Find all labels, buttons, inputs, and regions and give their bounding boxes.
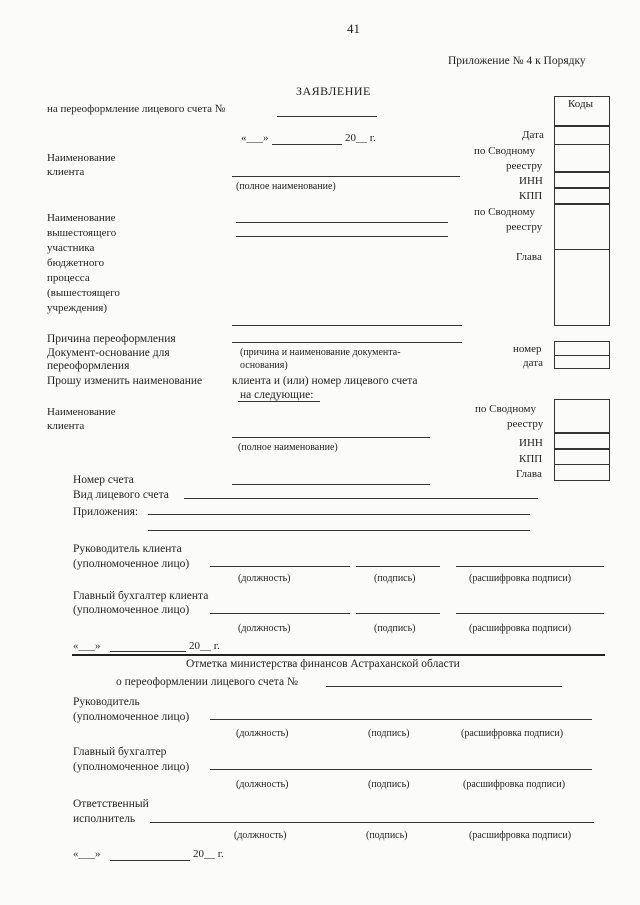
ministry-subtitle: о переоформлении лицевого счета № bbox=[116, 676, 298, 688]
ministry-resp-line[interactable] bbox=[150, 822, 594, 823]
client-head-label-1: Руководитель клиента bbox=[73, 543, 182, 555]
reason-line[interactable] bbox=[232, 342, 462, 343]
hint-position-4: (должность) bbox=[236, 779, 289, 790]
new-client-hint: (полное наименование) bbox=[238, 442, 338, 453]
hint-decode-4: (расшифровка подписи) bbox=[463, 779, 566, 790]
attachments-line-2[interactable] bbox=[148, 530, 530, 531]
client-head-label-2: (уполномоченное лицо) bbox=[73, 558, 190, 570]
client-name-line[interactable] bbox=[232, 176, 460, 177]
label-registry-1b: реестру bbox=[506, 160, 543, 172]
higher-label-7: учреждения) bbox=[47, 302, 107, 314]
request-label-2: клиента и (или) номер лицевого счета bbox=[232, 375, 418, 387]
label-registry-2b: реестру bbox=[506, 221, 543, 233]
ministry-acc-label-2: (уполномоченное лицо) bbox=[73, 761, 190, 773]
date-year: 20__ г. bbox=[345, 132, 376, 144]
attachments-line-1[interactable] bbox=[148, 514, 530, 515]
higher-line-2[interactable] bbox=[236, 236, 448, 237]
hint-decode-2: (расшифровка подписи) bbox=[469, 623, 572, 634]
codes-header: Коды bbox=[568, 98, 593, 110]
appendix-note: Приложение № 4 к Порядку bbox=[448, 55, 586, 67]
client-name-label-2: клиента bbox=[47, 166, 85, 178]
attachments-label: Приложения: bbox=[73, 506, 139, 518]
client-name-label-1: Наименование bbox=[47, 152, 116, 164]
basis-hint-2: основания) bbox=[240, 360, 288, 371]
date2-year: 20__ г. bbox=[189, 640, 220, 652]
code-cell-registry-2[interactable] bbox=[554, 399, 610, 433]
ministry-head-label-2: (уполномоченное лицо) bbox=[73, 711, 190, 723]
label-date: Дата bbox=[522, 129, 544, 141]
client-acc-decode[interactable] bbox=[456, 613, 604, 614]
account-number-label: Номер счета bbox=[73, 474, 134, 486]
hint-decode-3: (расшифровка подписи) bbox=[461, 728, 564, 739]
client-head-signature[interactable] bbox=[356, 566, 440, 567]
higher-label-6: (вышестоящего bbox=[47, 287, 120, 299]
label-glava: Глава bbox=[516, 251, 542, 263]
code-cell-doc-divider bbox=[554, 355, 610, 356]
account-type-label: Вид лицевого счета bbox=[73, 489, 169, 501]
page-number: 41 bbox=[347, 21, 360, 36]
account-type-field[interactable] bbox=[184, 498, 538, 499]
label-nomer: номер bbox=[513, 343, 542, 355]
reason-label: Причина переоформления bbox=[47, 333, 176, 345]
label-kpp-2: КПП bbox=[519, 453, 543, 465]
ministry-resp-label-2: исполнитель bbox=[73, 813, 136, 825]
higher-label-1: Наименование bbox=[47, 212, 116, 224]
code-cell-registry[interactable] bbox=[554, 172, 610, 188]
ministry-head-line[interactable] bbox=[210, 719, 592, 720]
hint-decode-1: (расшифровка подписи) bbox=[469, 573, 572, 584]
date2-open: «___» bbox=[73, 640, 101, 652]
label-glava-2: Глава bbox=[516, 468, 542, 480]
date2-month-line[interactable] bbox=[110, 651, 186, 652]
hint-position-3: (должность) bbox=[236, 728, 289, 739]
date3-open: «___» bbox=[73, 848, 101, 860]
higher-label-4: бюджетного bbox=[47, 257, 105, 269]
higher-label-2: вышестоящего bbox=[47, 227, 117, 239]
new-client-line[interactable] bbox=[232, 437, 430, 438]
date3-year: 20__ г. bbox=[193, 848, 224, 860]
client-acc-label-2: (уполномоченное лицо) bbox=[73, 604, 190, 616]
client-head-position[interactable] bbox=[210, 566, 350, 567]
ministry-head-label-1: Руководитель bbox=[73, 696, 140, 708]
date-open: «___» bbox=[241, 132, 269, 144]
hint-signature-5: (подпись) bbox=[366, 830, 408, 841]
request-label-1: Прошу изменить наименование bbox=[47, 375, 203, 387]
ministry-resp-label-1: Ответственный bbox=[73, 798, 149, 810]
hint-signature-3: (подпись) bbox=[368, 728, 410, 739]
code-cell-kpp[interactable] bbox=[554, 204, 610, 250]
label-registry-1a: по Сводному bbox=[474, 145, 536, 157]
request-label-3: на следующие: bbox=[240, 389, 314, 401]
ministry-title: Отметка министерства финансов Астраханской области bbox=[186, 658, 460, 670]
hint-signature-4: (подпись) bbox=[368, 779, 410, 790]
form-title: ЗАЯВЛЕНИЕ bbox=[296, 84, 371, 98]
higher-label-3: участника bbox=[47, 242, 95, 254]
basis-label-2: переоформления bbox=[47, 360, 130, 372]
higher-line-3[interactable] bbox=[232, 325, 462, 326]
label-inn: ИНН bbox=[519, 175, 543, 187]
code-cell-kpp-2[interactable] bbox=[554, 449, 610, 465]
label-registry-3b: реестру bbox=[507, 418, 544, 430]
client-name-hint: (полное наименование) bbox=[236, 181, 336, 192]
label-inn-2: ИНН bbox=[519, 437, 543, 449]
basis-label-1: Документ-основание для bbox=[47, 347, 170, 359]
hint-signature-1: (подпись) bbox=[374, 573, 416, 584]
hint-decode-5: (расшифровка подписи) bbox=[469, 830, 572, 841]
label-registry-3a: по Сводному bbox=[475, 403, 537, 415]
hint-position-5: (должность) bbox=[234, 830, 287, 841]
form-subtitle: на переоформление лицевого счета № bbox=[47, 103, 226, 115]
code-cell-inn[interactable] bbox=[554, 188, 610, 204]
hint-position-2: (должность) bbox=[238, 623, 291, 634]
ministry-account-line[interactable] bbox=[326, 686, 562, 687]
account-number-line[interactable] bbox=[277, 116, 377, 117]
date3-month-line[interactable] bbox=[110, 860, 190, 861]
label-kpp: КПП bbox=[519, 190, 543, 202]
higher-label-5: процесса bbox=[47, 272, 90, 284]
code-cell-inn-2[interactable] bbox=[554, 433, 610, 449]
hint-signature-2: (подпись) bbox=[374, 623, 416, 634]
new-client-label-1: Наименование bbox=[47, 406, 116, 418]
client-acc-position[interactable] bbox=[210, 613, 350, 614]
basis-hint-1: (причина и наименование документа- bbox=[240, 347, 401, 358]
label-registry-2a: по Сводному bbox=[474, 206, 536, 218]
request-underline bbox=[238, 401, 320, 402]
label-data: дата bbox=[523, 357, 544, 369]
new-client-label-2: клиента bbox=[47, 420, 85, 432]
section-divider bbox=[72, 654, 605, 656]
date-month-line[interactable] bbox=[272, 144, 342, 145]
client-head-decode[interactable] bbox=[456, 566, 604, 567]
client-acc-label-1: Главный бухгалтер клиента bbox=[73, 590, 209, 602]
client-acc-signature[interactable] bbox=[356, 613, 440, 614]
ministry-acc-line[interactable] bbox=[210, 769, 592, 770]
higher-line-1[interactable] bbox=[236, 222, 448, 223]
code-cell-date[interactable] bbox=[554, 144, 610, 172]
ministry-acc-label-1: Главный бухгалтер bbox=[73, 746, 167, 758]
hint-position-1: (должность) bbox=[238, 573, 291, 584]
account-number-field[interactable] bbox=[232, 484, 430, 485]
